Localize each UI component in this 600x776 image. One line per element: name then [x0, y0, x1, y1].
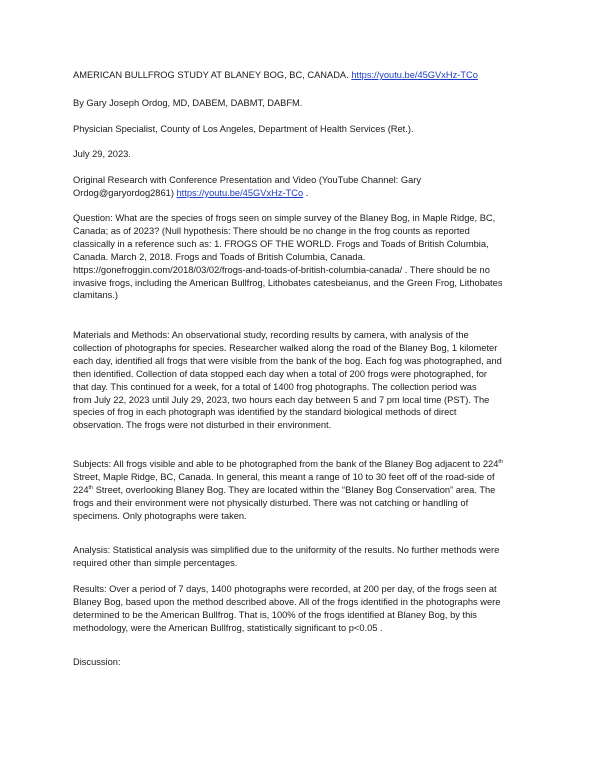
subjects-text: Street, overlooking Blaney Bog. They are located within the “Blaney Bog Conservation” area. The: [93, 484, 496, 495]
results-paragraph: [73, 583, 535, 635]
date-line: July 29, 2023.: [73, 149, 131, 159]
question-line: invasive frogs, including the American Bullfrog, Lithobates catesbeianus, and the Green Frog, Lithobates: [73, 277, 503, 288]
subjects-text: Subjects: All frogs visible and able to be photographed from the bank of the Blaney Bog adjacent to 224: [73, 459, 499, 469]
question-line: Canada. March 2, 2018. Frogs and Toads of British Columbia, Canada.: [73, 251, 366, 262]
methods-line: Materials and Methods: An observational study, recording results by camera, with analysis of the: [73, 330, 469, 340]
subjects-line: [73, 484, 535, 497]
subjects-line: [73, 458, 535, 471]
methods-line: collection of photographs for species. Researcher walked along the road of the Blaney Bog, 1 kilometer: [73, 342, 498, 353]
methods-line: from July 22, 2023 until July 29, 2023, two hours each day between 5 and 7 pm local time (PST). The: [73, 394, 490, 405]
question-line: clamitans.): [73, 290, 118, 301]
subjects-paragraph: [73, 458, 535, 523]
methods-line: then identified. Collection of data stopped each day when a total of 200 frogs were photographed, for: [73, 368, 487, 379]
subjects-line: Street, Maple Ridge, BC, Canada. In general, this meant a range of 10 to 30 feet off of the road-side of: [73, 471, 495, 482]
analysis-line: Analysis: Statistical analysis was simplified due to the uniformity of the results. No further methods were: [73, 545, 500, 555]
author-line: By Gary Joseph Ordog, MD, DABEM, DABMT, DABFM.: [73, 98, 303, 108]
results-line: Results: Over a period of 7 days, 1400 photographs were recorded, at 200 per day, of the frogs seen at: [73, 584, 497, 594]
analysis-line: required other than simple percentages.: [73, 557, 238, 568]
research-note-tail: .: [305, 187, 309, 198]
results-line: Blaney Bog, based upon the method described above. All of the frogs identified in the photographs were: [73, 596, 501, 607]
research-note-line: Original Research with Conference Presentation and Video (YouTube Channel: Gary: [73, 175, 421, 185]
subjects-line: frogs and their environment were not physically disturbed. There was not catching or handling of: [73, 497, 469, 508]
question-line: Canada; as of 2023? (Null hypothesis: There should be no change in the frog counts as reported: [73, 225, 470, 236]
methods-paragraph: [73, 329, 535, 432]
affiliation-line: Physician Specialist, County of Los Angeles, Department of Health Services (Ret.).: [73, 124, 414, 134]
methods-line: species of frog in each photograph was identified by the standard biological methods of direct: [73, 407, 457, 418]
ordinal-suffix: th: [498, 459, 503, 465]
document-title: AMERICAN BULLFROG STUDY AT BLANEY BOG, BC, CANADA.: [73, 70, 349, 80]
question-line: Question: What are the species of frogs seen on simple survey of the Blaney Bog, in Maple Ridge, BC,: [73, 213, 496, 223]
methods-line: that day. This continued for a week, for a total of 1400 frog photographs. The collection period was: [73, 381, 477, 392]
research-note-line: [73, 187, 535, 200]
question-line: classically in a reference such as: 1. FROGS OF THE WORLD. Frogs and Toads of British Columbia,: [73, 238, 489, 249]
methods-line: each day, identified all frogs that were visible from the bank of the bog. Each fog was photographed, and: [73, 355, 502, 366]
title-video-link[interactable]: https://youtu.be/45GVxHz-TCo: [351, 70, 478, 80]
question-line: https://gonefroggin.com/2018/03/02/frogs-and-toads-of-british-columbia-canada/ . There should be no: [73, 264, 490, 275]
discussion-heading: Discussion:: [73, 657, 121, 667]
title-line: [73, 69, 535, 82]
question-paragraph: [73, 212, 535, 302]
results-line: determined to be the American Bullfrog. That is, 100% of the frogs identified at Blaney Bog, by this: [73, 609, 477, 620]
analysis-paragraph: [73, 544, 535, 570]
methods-line: observation. The frogs were not disturbed in their environment.: [73, 420, 332, 431]
research-note: [73, 174, 535, 200]
results-line: methodology, were the American Bullfrog, statistically significant to p<0.05 .: [73, 622, 383, 633]
subjects-line: specimens. Only photographs were taken.: [73, 510, 247, 521]
research-video-link[interactable]: https://youtu.be/45GVxHz-TCo: [176, 187, 304, 198]
ordinal-suffix: th: [88, 484, 94, 491]
channel-handle: Ordog@garyordog2861): [73, 187, 174, 198]
subjects-text: 224: [73, 484, 89, 495]
